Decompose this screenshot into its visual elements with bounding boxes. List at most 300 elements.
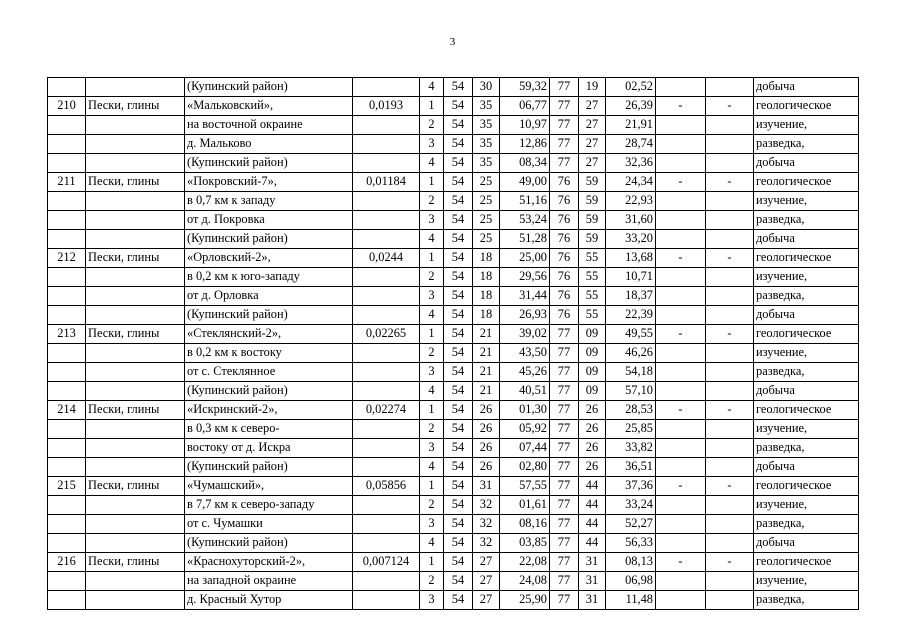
lon-seconds: 52,27 xyxy=(606,515,656,534)
table-row xyxy=(48,173,859,192)
plot-number xyxy=(48,420,86,439)
usage-purpose: разведка, xyxy=(754,211,859,230)
prognosis-b xyxy=(706,192,754,211)
prognosis-a xyxy=(656,135,706,154)
prognosis-b xyxy=(706,382,754,401)
point-number: 3 xyxy=(420,439,444,458)
lat-degrees: 54 xyxy=(444,192,473,211)
lon-minutes: 55 xyxy=(579,287,606,306)
lat-seconds: 08,34 xyxy=(500,154,550,173)
lat-degrees: 54 xyxy=(444,401,473,420)
mineral-type: Пески, глины xyxy=(86,97,185,116)
plot-name-location: «Покровский-7», xyxy=(185,173,353,192)
mineral-type xyxy=(86,344,185,363)
mineral-type xyxy=(86,572,185,591)
lat-seconds: 25,90 xyxy=(500,591,550,610)
prognosis-a xyxy=(656,192,706,211)
lon-degrees: 77 xyxy=(550,553,579,572)
table-row xyxy=(48,496,859,515)
lat-seconds: 31,44 xyxy=(500,287,550,306)
plot-number: 213 xyxy=(48,325,86,344)
prognosis-b xyxy=(706,230,754,249)
plot-name-location: в 0,2 км к востоку xyxy=(185,344,353,363)
usage-purpose: разведка, xyxy=(754,439,859,458)
plot-area: 0,05856 xyxy=(353,477,420,496)
mineral-type xyxy=(86,458,185,477)
lon-minutes: 09 xyxy=(579,382,606,401)
lon-minutes: 26 xyxy=(579,420,606,439)
lat-degrees: 54 xyxy=(444,496,473,515)
lon-minutes: 44 xyxy=(579,496,606,515)
lat-seconds: 51,16 xyxy=(500,192,550,211)
usage-purpose: изучение, xyxy=(754,116,859,135)
prognosis-b xyxy=(706,591,754,610)
lon-degrees: 77 xyxy=(550,515,579,534)
lat-seconds: 22,08 xyxy=(500,553,550,572)
table-row xyxy=(48,515,859,534)
plot-area xyxy=(353,78,420,97)
lat-seconds: 24,08 xyxy=(500,572,550,591)
prognosis-a xyxy=(656,344,706,363)
lon-minutes: 27 xyxy=(579,135,606,154)
usage-purpose: добыча xyxy=(754,458,859,477)
lon-minutes: 09 xyxy=(579,325,606,344)
lon-minutes: 59 xyxy=(579,211,606,230)
plot-area xyxy=(353,420,420,439)
lon-degrees: 77 xyxy=(550,572,579,591)
usage-purpose: изучение, xyxy=(754,496,859,515)
mineral-type xyxy=(86,192,185,211)
plot-number xyxy=(48,211,86,230)
lat-seconds: 53,24 xyxy=(500,211,550,230)
mineral-type xyxy=(86,116,185,135)
point-number: 1 xyxy=(420,325,444,344)
lon-seconds: 33,24 xyxy=(606,496,656,515)
lon-degrees: 76 xyxy=(550,192,579,211)
plot-number xyxy=(48,439,86,458)
plot-area xyxy=(353,591,420,610)
lat-minutes: 27 xyxy=(473,553,500,572)
prognosis-a: - xyxy=(656,325,706,344)
lat-seconds: 25,00 xyxy=(500,249,550,268)
lat-minutes: 27 xyxy=(473,572,500,591)
lat-degrees: 54 xyxy=(444,572,473,591)
lat-minutes: 21 xyxy=(473,382,500,401)
usage-purpose: геологическое xyxy=(754,401,859,420)
plot-area xyxy=(353,211,420,230)
point-number: 2 xyxy=(420,116,444,135)
plot-name-location: в 7,7 км к северо-западу xyxy=(185,496,353,515)
point-number: 4 xyxy=(420,382,444,401)
table-row xyxy=(48,78,859,97)
lon-minutes: 26 xyxy=(579,439,606,458)
prognosis-a xyxy=(656,496,706,515)
lat-degrees: 54 xyxy=(444,97,473,116)
prognosis-b xyxy=(706,515,754,534)
lon-seconds: 33,20 xyxy=(606,230,656,249)
plot-number: 215 xyxy=(48,477,86,496)
lat-minutes: 25 xyxy=(473,211,500,230)
lat-seconds: 45,26 xyxy=(500,363,550,382)
usage-purpose: геологическое xyxy=(754,553,859,572)
lon-seconds: 21,91 xyxy=(606,116,656,135)
plot-name-location: (Купинский район) xyxy=(185,382,353,401)
prognosis-b: - xyxy=(706,325,754,344)
usage-purpose: добыча xyxy=(754,154,859,173)
lat-degrees: 54 xyxy=(444,420,473,439)
mineral-type xyxy=(86,306,185,325)
lat-degrees: 54 xyxy=(444,382,473,401)
lon-degrees: 77 xyxy=(550,154,579,173)
mineral-type xyxy=(86,230,185,249)
table-row xyxy=(48,192,859,211)
plot-area xyxy=(353,515,420,534)
prognosis-b xyxy=(706,154,754,173)
lon-minutes: 26 xyxy=(579,401,606,420)
plot-name-location: (Купинский район) xyxy=(185,534,353,553)
lat-degrees: 54 xyxy=(444,211,473,230)
lon-degrees: 77 xyxy=(550,477,579,496)
lon-degrees: 76 xyxy=(550,230,579,249)
plot-name-location: (Купинский район) xyxy=(185,230,353,249)
lat-degrees: 54 xyxy=(444,287,473,306)
plot-area: 0,0244 xyxy=(353,249,420,268)
table-row xyxy=(48,477,859,496)
lat-minutes: 18 xyxy=(473,268,500,287)
plot-number: 210 xyxy=(48,97,86,116)
mineral-type: Пески, глины xyxy=(86,173,185,192)
lat-seconds: 59,32 xyxy=(500,78,550,97)
point-number: 4 xyxy=(420,458,444,477)
lon-degrees: 77 xyxy=(550,116,579,135)
prognosis-a xyxy=(656,268,706,287)
mineral-type xyxy=(86,439,185,458)
point-number: 2 xyxy=(420,420,444,439)
mineral-type xyxy=(86,420,185,439)
prognosis-a xyxy=(656,420,706,439)
lon-degrees: 77 xyxy=(550,496,579,515)
mineral-type xyxy=(86,287,185,306)
plot-number xyxy=(48,591,86,610)
table-row xyxy=(48,458,859,477)
table-row xyxy=(48,534,859,553)
lon-degrees: 77 xyxy=(550,534,579,553)
plot-number: 216 xyxy=(48,553,86,572)
lat-minutes: 25 xyxy=(473,230,500,249)
lat-degrees: 54 xyxy=(444,477,473,496)
lat-degrees: 54 xyxy=(444,458,473,477)
lat-degrees: 54 xyxy=(444,534,473,553)
lon-seconds: 24,34 xyxy=(606,173,656,192)
point-number: 3 xyxy=(420,363,444,382)
prognosis-a: - xyxy=(656,477,706,496)
lon-seconds: 02,52 xyxy=(606,78,656,97)
plot-name-location: в 0,3 км к северо- xyxy=(185,420,353,439)
page-number: 3 xyxy=(449,36,456,48)
prognosis-b xyxy=(706,268,754,287)
usage-purpose: разведка, xyxy=(754,363,859,382)
lon-degrees: 76 xyxy=(550,249,579,268)
lat-minutes: 18 xyxy=(473,287,500,306)
plot-area xyxy=(353,572,420,591)
plot-area xyxy=(353,135,420,154)
lon-seconds: 08,13 xyxy=(606,553,656,572)
plot-name-location: «Искринский-2», xyxy=(185,401,353,420)
prognosis-a xyxy=(656,287,706,306)
point-number: 1 xyxy=(420,249,444,268)
lat-degrees: 54 xyxy=(444,344,473,363)
prognosis-a xyxy=(656,154,706,173)
lat-seconds: 12,86 xyxy=(500,135,550,154)
prognosis-a xyxy=(656,211,706,230)
point-number: 3 xyxy=(420,287,444,306)
plot-area xyxy=(353,344,420,363)
plot-name-location: от д. Покровка xyxy=(185,211,353,230)
usage-purpose: добыча xyxy=(754,78,859,97)
mineral-type xyxy=(86,154,185,173)
lon-minutes: 44 xyxy=(579,515,606,534)
mineral-type xyxy=(86,135,185,154)
point-number: 4 xyxy=(420,534,444,553)
lon-seconds: 28,53 xyxy=(606,401,656,420)
plot-number xyxy=(48,344,86,363)
lon-minutes: 31 xyxy=(579,572,606,591)
prognosis-b xyxy=(706,458,754,477)
lon-minutes: 09 xyxy=(579,363,606,382)
mineral-type xyxy=(86,534,185,553)
plot-area xyxy=(353,230,420,249)
lon-degrees: 77 xyxy=(550,135,579,154)
plot-number xyxy=(48,116,86,135)
lat-minutes: 21 xyxy=(473,344,500,363)
table-row xyxy=(48,382,859,401)
table-row xyxy=(48,344,859,363)
usage-purpose: добыча xyxy=(754,382,859,401)
usage-purpose: изучение, xyxy=(754,192,859,211)
lat-seconds: 29,56 xyxy=(500,268,550,287)
lat-seconds: 01,61 xyxy=(500,496,550,515)
lon-degrees: 77 xyxy=(550,401,579,420)
lon-seconds: 22,39 xyxy=(606,306,656,325)
lon-seconds: 32,36 xyxy=(606,154,656,173)
mineral-type: Пески, глины xyxy=(86,553,185,572)
lat-degrees: 54 xyxy=(444,268,473,287)
lon-minutes: 55 xyxy=(579,306,606,325)
lat-minutes: 18 xyxy=(473,249,500,268)
point-number: 1 xyxy=(420,553,444,572)
lat-minutes: 26 xyxy=(473,420,500,439)
plot-area xyxy=(353,268,420,287)
lat-seconds: 08,16 xyxy=(500,515,550,534)
lon-degrees: 77 xyxy=(550,591,579,610)
lon-minutes: 59 xyxy=(579,192,606,211)
usage-purpose: изучение, xyxy=(754,420,859,439)
usage-purpose: геологическое xyxy=(754,97,859,116)
plot-number xyxy=(48,458,86,477)
prognosis-a: - xyxy=(656,97,706,116)
lat-seconds: 43,50 xyxy=(500,344,550,363)
lon-minutes: 19 xyxy=(579,78,606,97)
plot-area xyxy=(353,496,420,515)
table-row xyxy=(48,135,859,154)
plot-number xyxy=(48,306,86,325)
lon-degrees: 76 xyxy=(550,306,579,325)
lon-degrees: 77 xyxy=(550,97,579,116)
table-row xyxy=(48,325,859,344)
lon-minutes: 27 xyxy=(579,116,606,135)
lat-degrees: 54 xyxy=(444,230,473,249)
mineral-type: Пески, глины xyxy=(86,401,185,420)
plot-number xyxy=(48,192,86,211)
lat-degrees: 54 xyxy=(444,591,473,610)
lon-seconds: 11,48 xyxy=(606,591,656,610)
point-number: 3 xyxy=(420,515,444,534)
prognosis-b xyxy=(706,420,754,439)
lat-degrees: 54 xyxy=(444,116,473,135)
lon-degrees: 77 xyxy=(550,439,579,458)
table-row xyxy=(48,268,859,287)
prognosis-a xyxy=(656,572,706,591)
plot-number xyxy=(48,230,86,249)
prognosis-b xyxy=(706,135,754,154)
lat-minutes: 35 xyxy=(473,135,500,154)
lon-seconds: 13,68 xyxy=(606,249,656,268)
lon-minutes: 44 xyxy=(579,477,606,496)
mineral-type xyxy=(86,211,185,230)
table-row xyxy=(48,287,859,306)
prognosis-b: - xyxy=(706,173,754,192)
plot-number: 212 xyxy=(48,249,86,268)
lon-seconds: 57,10 xyxy=(606,382,656,401)
plot-number: 214 xyxy=(48,401,86,420)
point-number: 4 xyxy=(420,230,444,249)
lat-seconds: 57,55 xyxy=(500,477,550,496)
usage-purpose: добыча xyxy=(754,534,859,553)
plot-name-location: на восточной окраине xyxy=(185,116,353,135)
plot-area xyxy=(353,192,420,211)
lon-minutes: 55 xyxy=(579,268,606,287)
mineral-type xyxy=(86,268,185,287)
lon-seconds: 25,85 xyxy=(606,420,656,439)
lon-minutes: 44 xyxy=(579,534,606,553)
lon-minutes: 59 xyxy=(579,230,606,249)
lat-seconds: 39,02 xyxy=(500,325,550,344)
prognosis-a xyxy=(656,363,706,382)
prognosis-a: - xyxy=(656,553,706,572)
lat-minutes: 25 xyxy=(473,192,500,211)
lon-seconds: 06,98 xyxy=(606,572,656,591)
prognosis-a xyxy=(656,439,706,458)
lon-degrees: 76 xyxy=(550,211,579,230)
point-number: 1 xyxy=(420,173,444,192)
plot-name-location: на западной окраине xyxy=(185,572,353,591)
usage-purpose: изучение, xyxy=(754,344,859,363)
plot-area: 0,02274 xyxy=(353,401,420,420)
usage-purpose: добыча xyxy=(754,306,859,325)
table-row xyxy=(48,401,859,420)
prognosis-a xyxy=(656,515,706,534)
point-number: 1 xyxy=(420,97,444,116)
plot-area: 0,01184 xyxy=(353,173,420,192)
plot-area: 0,0193 xyxy=(353,97,420,116)
lon-minutes: 26 xyxy=(579,458,606,477)
table-row xyxy=(48,249,859,268)
lon-degrees: 77 xyxy=(550,363,579,382)
plot-number xyxy=(48,572,86,591)
lat-minutes: 26 xyxy=(473,401,500,420)
prognosis-a xyxy=(656,458,706,477)
lat-degrees: 54 xyxy=(444,363,473,382)
table-row xyxy=(48,97,859,116)
prognosis-b xyxy=(706,78,754,97)
table-row xyxy=(48,553,859,572)
plot-area xyxy=(353,116,420,135)
usage-purpose: разведка, xyxy=(754,287,859,306)
table-row xyxy=(48,154,859,173)
table-body xyxy=(48,78,859,610)
point-number: 2 xyxy=(420,496,444,515)
lon-minutes: 27 xyxy=(579,154,606,173)
point-number: 4 xyxy=(420,78,444,97)
plot-name-location: в 0,7 км к западу xyxy=(185,192,353,211)
plot-area xyxy=(353,363,420,382)
point-number: 3 xyxy=(420,591,444,610)
prognosis-b xyxy=(706,534,754,553)
point-number: 4 xyxy=(420,306,444,325)
lat-degrees: 54 xyxy=(444,135,473,154)
plot-area xyxy=(353,382,420,401)
lon-degrees: 76 xyxy=(550,268,579,287)
lon-seconds: 49,55 xyxy=(606,325,656,344)
usage-purpose: изучение, xyxy=(754,268,859,287)
prognosis-a xyxy=(656,116,706,135)
lat-degrees: 54 xyxy=(444,325,473,344)
table-row xyxy=(48,116,859,135)
lat-seconds: 01,30 xyxy=(500,401,550,420)
plot-name-location: в 0,2 км к юго-западу xyxy=(185,268,353,287)
table-row xyxy=(48,306,859,325)
plot-name-location: (Купинский район) xyxy=(185,458,353,477)
prognosis-a xyxy=(656,230,706,249)
point-number: 4 xyxy=(420,154,444,173)
lat-minutes: 35 xyxy=(473,154,500,173)
usage-purpose: разведка, xyxy=(754,135,859,154)
prognosis-a xyxy=(656,306,706,325)
table-row xyxy=(48,230,859,249)
plot-area: 0,007124 xyxy=(353,553,420,572)
lon-seconds: 56,33 xyxy=(606,534,656,553)
mineral-type xyxy=(86,78,185,97)
lat-minutes: 18 xyxy=(473,306,500,325)
lat-minutes: 35 xyxy=(473,97,500,116)
plot-area xyxy=(353,306,420,325)
table-row xyxy=(48,363,859,382)
point-number: 3 xyxy=(420,211,444,230)
plot-name-location: «Орловский-2», xyxy=(185,249,353,268)
mineral-type: Пески, глины xyxy=(86,249,185,268)
point-number: 2 xyxy=(420,344,444,363)
plot-name-location: (Купинский район) xyxy=(185,154,353,173)
lat-degrees: 54 xyxy=(444,249,473,268)
lat-degrees: 54 xyxy=(444,515,473,534)
plot-number: 211 xyxy=(48,173,86,192)
prognosis-a: - xyxy=(656,249,706,268)
usage-purpose: разведка, xyxy=(754,515,859,534)
lon-seconds: 31,60 xyxy=(606,211,656,230)
plot-name-location: (Купинский район) xyxy=(185,78,353,97)
lon-minutes: 27 xyxy=(579,97,606,116)
prognosis-b xyxy=(706,116,754,135)
